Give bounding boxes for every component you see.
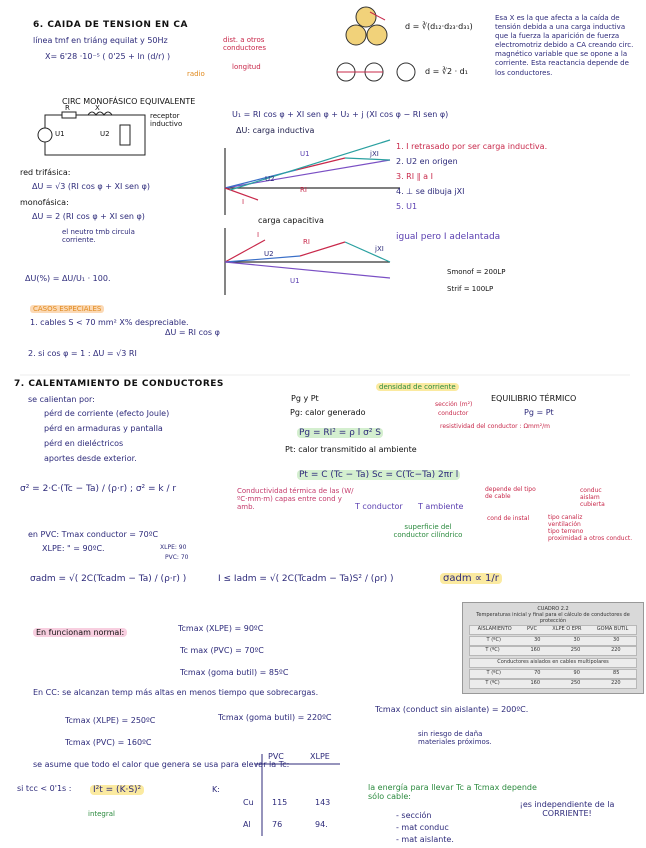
table-cell: 160 bbox=[530, 647, 541, 653]
du-trifasica-formula: ΔU = √3 (RI cos φ + XI sen φ) bbox=[32, 182, 150, 191]
table-cell: 90 bbox=[573, 670, 580, 676]
cause-2: pérd en armaduras y pantalla bbox=[44, 424, 163, 433]
cc-pvc: Tcmax (PVC) = 160ºC bbox=[65, 738, 152, 747]
tipo-cable-note-2: aislam bbox=[580, 494, 600, 501]
table-cell: 30 bbox=[613, 637, 620, 643]
x-circuit-label: X bbox=[95, 104, 100, 112]
section-6-title: 6. CAIDA DE TENSION EN CA bbox=[33, 20, 188, 30]
depende-note: depende del tipo de cable bbox=[485, 486, 536, 500]
table-cell: 30 bbox=[534, 637, 541, 643]
instal-note-1: tipo canaliz bbox=[548, 514, 583, 521]
table-photo bbox=[462, 602, 644, 694]
cond-instal-note: cond de instal bbox=[487, 515, 530, 522]
integral-note: integral bbox=[88, 810, 115, 818]
table-header-cell: PVC bbox=[527, 626, 537, 632]
u1-circuit-label: U1 bbox=[55, 130, 65, 138]
i2t-formula bbox=[90, 785, 144, 795]
tcmax-goma: Tcmax (goma butil) = 85ºC bbox=[180, 668, 289, 677]
phasor-equation: U₁ = RI cos φ + XI sen φ + U₂ + j (XI cos φ − RI sen φ) bbox=[232, 110, 449, 119]
i-adm-formula: I ≤ Iadm = √( 2C(Tcadm − Ta)S² / (ρr) ) bbox=[218, 574, 394, 584]
casos-especiales-heading bbox=[30, 305, 104, 313]
table-cell: T (ºC) bbox=[485, 680, 500, 686]
r-circuit-label: R bbox=[65, 104, 70, 112]
i2t-text: I²t = (K·S)² bbox=[90, 785, 144, 795]
cc-goma: Tcmax (goma butil) = 220ºC bbox=[218, 713, 332, 722]
table-cell: 220 bbox=[611, 680, 621, 686]
pt-formula-text: Pt = C (Tc − Ta) Sc = C(Tc−Ta) 2πr l bbox=[299, 470, 459, 480]
table-cell: 250 bbox=[570, 680, 581, 686]
conductividad-note: Conductividad térmica de las (W/ºC·mm·m) capas entre cond y amb. bbox=[237, 487, 354, 512]
xlpe-tmax: XLPE: " = 90ºC. bbox=[42, 544, 105, 553]
k-label: K: bbox=[212, 785, 220, 794]
densidad-label bbox=[376, 383, 459, 391]
capacitive-load-label: carga capacitiva bbox=[258, 216, 324, 225]
asume-text: se asume que todo el calor que genera se usa para elevar la Tc: bbox=[33, 760, 290, 769]
pg-eq-pt: Pg = Pt bbox=[524, 408, 554, 417]
k-row-cu-label: Cu bbox=[243, 798, 254, 807]
table-cell: 70 bbox=[534, 670, 541, 676]
table-cell: 160 bbox=[530, 680, 541, 686]
list-item-4: 4. ⊥ se dibuja jXI bbox=[396, 187, 465, 196]
table-cell: T (ºC) bbox=[485, 647, 500, 653]
sigma2-formula: σ² = 2·C·(Tc − Ta) / (ρ·r) ; σ² = k / r bbox=[20, 484, 177, 494]
k-al-pvc: 76 bbox=[272, 820, 283, 829]
funcionam-text: En funcionam normal: bbox=[33, 628, 127, 637]
reactance-formula: X= 6'28 ·10⁻⁵ ( 0'25 + ln (d/r) ) bbox=[45, 52, 171, 61]
resistividad-note: resistividad del conductor : Ωmm²/m bbox=[440, 423, 551, 430]
receptor-label: receptor inductivo bbox=[150, 112, 183, 129]
xlpe-note: XLPE: 90 bbox=[160, 544, 187, 551]
k-al-xlpe: 94. bbox=[315, 820, 328, 829]
neutro-note: el neutro tmb circula corriente. bbox=[62, 228, 135, 245]
phasor-jxi-label: jXI bbox=[370, 150, 379, 158]
seccion-note: sección (m²) bbox=[435, 401, 473, 408]
list-item-5: 5. U1 bbox=[396, 202, 418, 211]
proportional-text: σadm ∝ 1/r bbox=[440, 573, 502, 584]
en-cc-text: En CC: se alcanzan temp más altas en menos tiempo que sobrecargas. bbox=[33, 688, 319, 697]
list-item-3: 3. RI ∥ a I bbox=[396, 172, 433, 181]
superficie-note: superficie del conductor cilíndrico bbox=[393, 523, 463, 540]
pg-pt-label: Pg y Pt bbox=[291, 394, 319, 403]
funcionam-normal bbox=[33, 628, 127, 637]
caso-1b: ΔU = RI cos φ bbox=[165, 328, 220, 337]
sigma-adm-formula: σadm = √( 2C(Tcadm − Ta) / (ρ·r) ) bbox=[30, 574, 187, 584]
cap-u1-label: U1 bbox=[290, 277, 300, 285]
cap-ri-label: RI bbox=[303, 238, 310, 246]
pt-formula bbox=[297, 470, 460, 480]
geometric-distance-formula: d = ∛(d₁₂·d₂₃·d₃₁) bbox=[405, 22, 473, 31]
cap-i-label: I bbox=[257, 231, 260, 239]
independiente-note: ¡es independiente de la CORRIENTE! bbox=[519, 800, 615, 819]
longitud-label: longitud bbox=[232, 63, 261, 71]
s-trifasica: Strif = 100LP bbox=[447, 285, 494, 293]
t-ambiente-label: T ambiente bbox=[418, 502, 464, 511]
k-header-xlpe: XLPE bbox=[310, 752, 330, 761]
instal-note-2: ventilación bbox=[548, 521, 581, 528]
table-cell: 30 bbox=[573, 637, 580, 643]
k-row-al-label: Al bbox=[243, 820, 251, 829]
equilibrio-termico: EQUILIBRIO TÉRMICO bbox=[491, 394, 577, 403]
cause-3: pérd en dieléctricos bbox=[44, 439, 124, 448]
instal-note-3: tipo terreno bbox=[548, 528, 584, 535]
phasor-ri-label: RI bbox=[300, 186, 307, 194]
table-row bbox=[469, 669, 637, 679]
list-item-2: 2. U2 en origen bbox=[396, 157, 458, 166]
energia-note: la energía para llevar Tc a Tcmax depende sólo cable: bbox=[368, 783, 537, 802]
cc-xlpe: Tcmax (XLPE) = 250ºC bbox=[65, 716, 156, 725]
phasor-u2-label: U2 bbox=[265, 175, 275, 183]
line-config-text: línea tmf en triáng equilat y 50Hz bbox=[33, 36, 168, 45]
table-row bbox=[469, 646, 637, 656]
table-cell: 220 bbox=[611, 647, 621, 653]
table-row bbox=[469, 679, 637, 689]
table-header-row bbox=[469, 625, 637, 635]
pg-formula bbox=[297, 428, 383, 438]
table-header-cell: GOMA BUTIL bbox=[596, 626, 629, 632]
instal-note-4: proximidad a otros conduct. bbox=[548, 535, 633, 542]
caso-1: 1. cables S < 70 mm² X% despreciable. bbox=[30, 318, 189, 327]
radio-label: radio bbox=[187, 70, 205, 78]
phasor-i-label: I bbox=[242, 198, 245, 206]
tcc-condition: si tcc < 0'1s : bbox=[17, 784, 72, 793]
table-cell: 85 bbox=[613, 670, 620, 676]
du-percent-formula: ΔU(%) = ΔU/U₁ · 100. bbox=[25, 274, 111, 283]
energia-item-1: - sección bbox=[396, 811, 432, 820]
table-subtitle: Temperaturas inicial y final para el cálculo de conductores de protección bbox=[476, 612, 630, 624]
table-row bbox=[469, 636, 637, 646]
cap-jxi-label: jXI bbox=[375, 245, 384, 253]
table-cell: T (ºC) bbox=[486, 637, 501, 643]
table-header-cell: AISLAMIENTO bbox=[477, 626, 512, 632]
section-7-title: 7. CALENTAMIENTO DE CONDUCTORES bbox=[14, 379, 224, 389]
tipo-cable-note-1: conduc bbox=[580, 487, 602, 494]
s-monofasica: Smonof = 200LP bbox=[447, 268, 506, 276]
list-item-1: 1. I retrasado por ser carga inductiva. bbox=[396, 142, 548, 151]
du-monofasica-formula: ΔU = 2 (RI cos φ + XI sen φ) bbox=[32, 212, 145, 221]
t-conductor-label: T conductor bbox=[355, 502, 403, 511]
cause-1: pérd de corriente (efecto Joule) bbox=[44, 409, 170, 418]
cc-sin-aislante: Tcmax (conduct sin aislante) = 200ºC. bbox=[375, 705, 529, 714]
energia-item-3: - mat aislante. bbox=[396, 835, 454, 844]
k-cu-xlpe: 143 bbox=[315, 798, 331, 807]
pg-formula-text: Pg = RI² = ρ l σ² S bbox=[299, 428, 382, 438]
phasor-u1-label: U1 bbox=[300, 150, 310, 158]
monofasica-label: monofásica: bbox=[20, 198, 69, 207]
tcmax-xlpe: Tcmax (XLPE) = 90ºC bbox=[178, 624, 264, 633]
red-trifasica-label: red trifásica: bbox=[20, 168, 71, 177]
table-header-cell: XLPE O EPR bbox=[552, 626, 582, 632]
conductor-note: conductor bbox=[438, 410, 469, 417]
table-section-row: Conductores aislados en cables multipolares bbox=[469, 658, 637, 668]
conductor-triangle-diagram bbox=[346, 7, 387, 45]
energia-item-2: - mat conduc bbox=[396, 823, 449, 832]
caso-2: 2. si cos φ = 1 : ΔU = √3 RI bbox=[28, 349, 137, 358]
table-cell: T (ºC) bbox=[486, 670, 501, 676]
igual-pero-note: igual pero I adelantada bbox=[396, 232, 501, 242]
u2-circuit-label: U2 bbox=[100, 130, 110, 138]
flat-distance-formula: d = ∛2 · d₁ bbox=[425, 67, 468, 76]
k-header-pvc: PVC bbox=[268, 752, 284, 761]
reactance-explanation: Esa X es la que afecta a la caída de tensión debida a una carga inductiva que la fuerza la aparición de fuerza electromotriz debido a CA creando circ. magnético variable que se opone a la corriente. Esta reactancia depende de los conductores. bbox=[495, 14, 634, 77]
casos-especiales-text: CASOS ESPECIALES bbox=[30, 305, 104, 313]
pt-calor-label: Pt: calor transmitido al ambiente bbox=[285, 445, 417, 454]
cap-u2-label: U2 bbox=[264, 250, 274, 258]
densidad-text: densidad de corriente bbox=[376, 383, 459, 391]
table-cell: 250 bbox=[570, 647, 581, 653]
sin-riesgo-note: sin riesgo de daña materiales próximos. bbox=[418, 730, 492, 747]
distance-note: dist. a otros conductores bbox=[223, 36, 267, 53]
pvc-tmax: en PVC: Tmax conductor = 70ºC bbox=[28, 530, 159, 539]
circuit-title: CIRC MONOFÁSICO EQUIVALENTE bbox=[62, 97, 196, 106]
conductor-flat-diagram bbox=[337, 63, 415, 81]
inductive-load-label: ΔU: carga inductiva bbox=[236, 126, 315, 135]
table-caption: CUADRO 2.2 bbox=[537, 606, 569, 612]
k-cu-pvc: 115 bbox=[272, 798, 288, 807]
tcmax-pvc: Tc max (PVC) = 70ºC bbox=[180, 646, 264, 655]
pvc-note: PVC: 70 bbox=[165, 554, 189, 561]
cause-4: aportes desde exterior. bbox=[44, 454, 137, 463]
pg-calor-label: Pg: calor generado bbox=[290, 408, 366, 417]
se-calientan-label: se calientan por: bbox=[28, 395, 95, 404]
tipo-cable-note-3: cubierta bbox=[580, 501, 605, 508]
proportional-note bbox=[440, 573, 502, 585]
